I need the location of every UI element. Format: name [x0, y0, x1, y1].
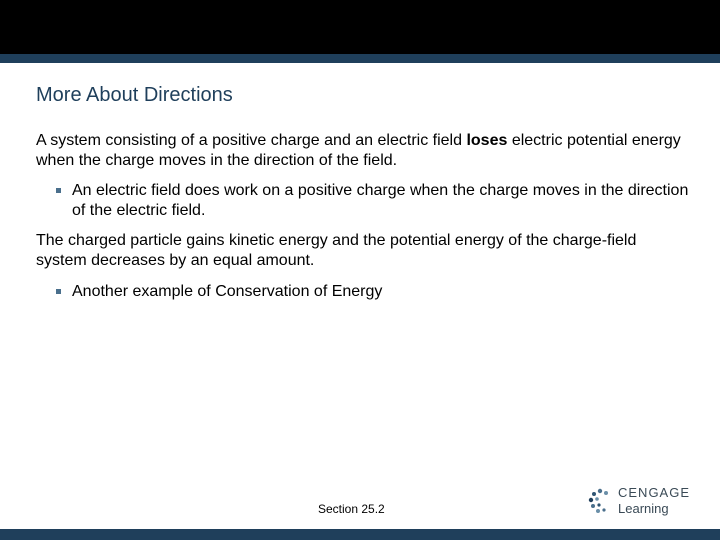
bullet-item-1-text: An electric field does work on a positive charge when the charge moves in the direction of the electric field.: [72, 182, 689, 219]
top-accent-band: [0, 54, 720, 63]
paragraph-1: [36, 131, 686, 171]
square-bullet-icon: [56, 289, 61, 294]
cengage-dots-icon: [588, 488, 612, 514]
bullet-item-1: [54, 181, 702, 221]
bullet-item-2: [54, 282, 702, 302]
slide-title: More About Directions: [36, 84, 233, 106]
cengage-learning-logo: [588, 484, 692, 518]
paragraph-2: The charged particle gains kinetic energy and the potential energy of the charge-field system decreases by an equal amount.: [36, 232, 637, 269]
paragraph-1-bold-word: loses: [466, 132, 508, 149]
square-bullet-icon: [56, 188, 61, 193]
logo-wordmark-bottom: Learning: [618, 501, 669, 516]
top-header-band: [0, 0, 720, 54]
footer-section-label: Section 25.2: [318, 502, 385, 516]
paragraph-1-text-end: electric potential energy when the charge moves in the direction of the field.: [36, 132, 681, 169]
bullet-item-2-text: Another example of Conservation of Energy: [72, 283, 383, 300]
bottom-accent-band: [0, 529, 720, 540]
paragraph-1-text-start: A system consisting of a positive charge and an electric field: [36, 132, 467, 149]
logo-wordmark-top: CENGAGE: [618, 485, 691, 500]
